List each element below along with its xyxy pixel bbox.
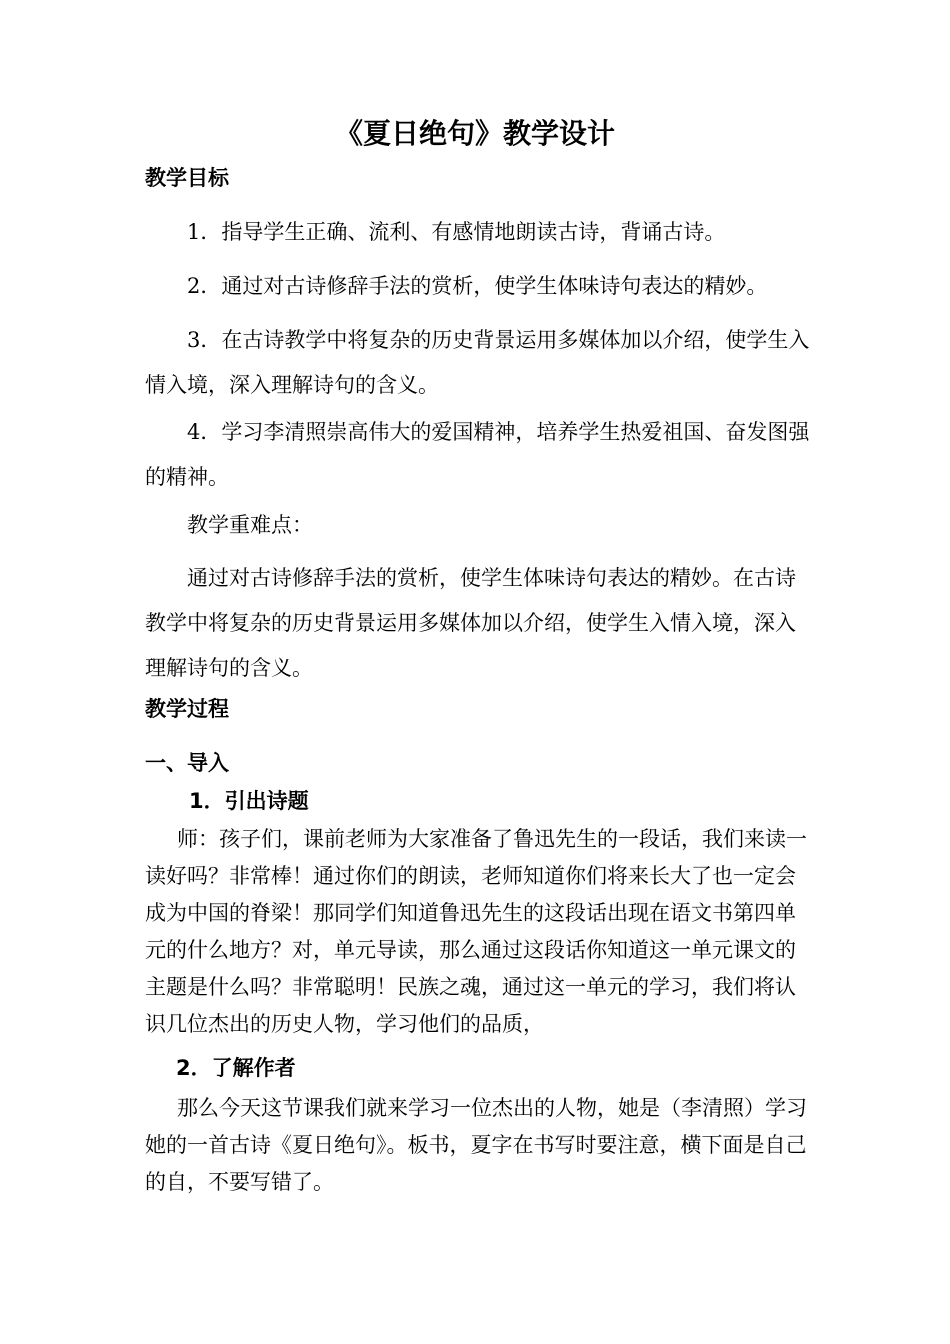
key-points-text: 通过对古诗修辞手法的赏析，使学生体味诗句表达的精妙。在古诗教学中将复杂的历史背景运用多媒体加以介绍，使学生入情入境，深入理解诗句的含义。 [145, 566, 796, 680]
goal-item-1: 1．指导学生正确、流利、有感情地朗读古诗，背诵古诗。 [187, 220, 726, 244]
step-2-heading: 2．了解作者 [176, 1056, 296, 1080]
key-points-label: 教学重难点： [187, 513, 313, 537]
section-intro-heading: 一、导入 [145, 751, 229, 775]
step-1-text: 师：孩子们，课前老师为大家准备了鲁迅先生的一段话，我们来读一读好吗？非常棒！通过你们的朗读，老师知道你们将来长大了也一定会成为中国的脊梁！那同学们知道鲁迅先生的这段话出现在语文书第四单元的什么地方？对，单元导读，那么通过这段话你知道这一单元课文的主题是什么吗？非常聪明！民族之魂，通过这一单元的学习，我们将认识几位杰出的历史人物，学习他们的品质， [145, 827, 807, 1036]
document-title: 《夏日绝句》教学设计 [334, 117, 615, 150]
goal-item-4: 4．学习李清照崇高伟大的爱国精神，培养学生热爱祖国、奋发图强的精神。 [145, 420, 810, 489]
goal-item-3: 3．在古诗教学中将复杂的历史背景运用多媒体加以介绍，使学生入情入境，深入理解诗句的含义。 [145, 328, 810, 397]
step-2-text: 那么今天这节课我们就来学习一位杰出的人物，她是（李清照）学习她的一首古诗《夏日绝句》。板书，夏字在书写时要注意，横下面是自己的自，不要写错了。 [145, 1096, 807, 1194]
goals-heading: 教学目标 [145, 166, 229, 190]
process-heading: 教学过程 [145, 697, 229, 721]
goal-item-2: 2．通过对古诗修辞手法的赏析，使学生体味诗句表达的精妙。 [187, 274, 768, 298]
step-1-heading: 1．引出诗题 [189, 789, 309, 813]
